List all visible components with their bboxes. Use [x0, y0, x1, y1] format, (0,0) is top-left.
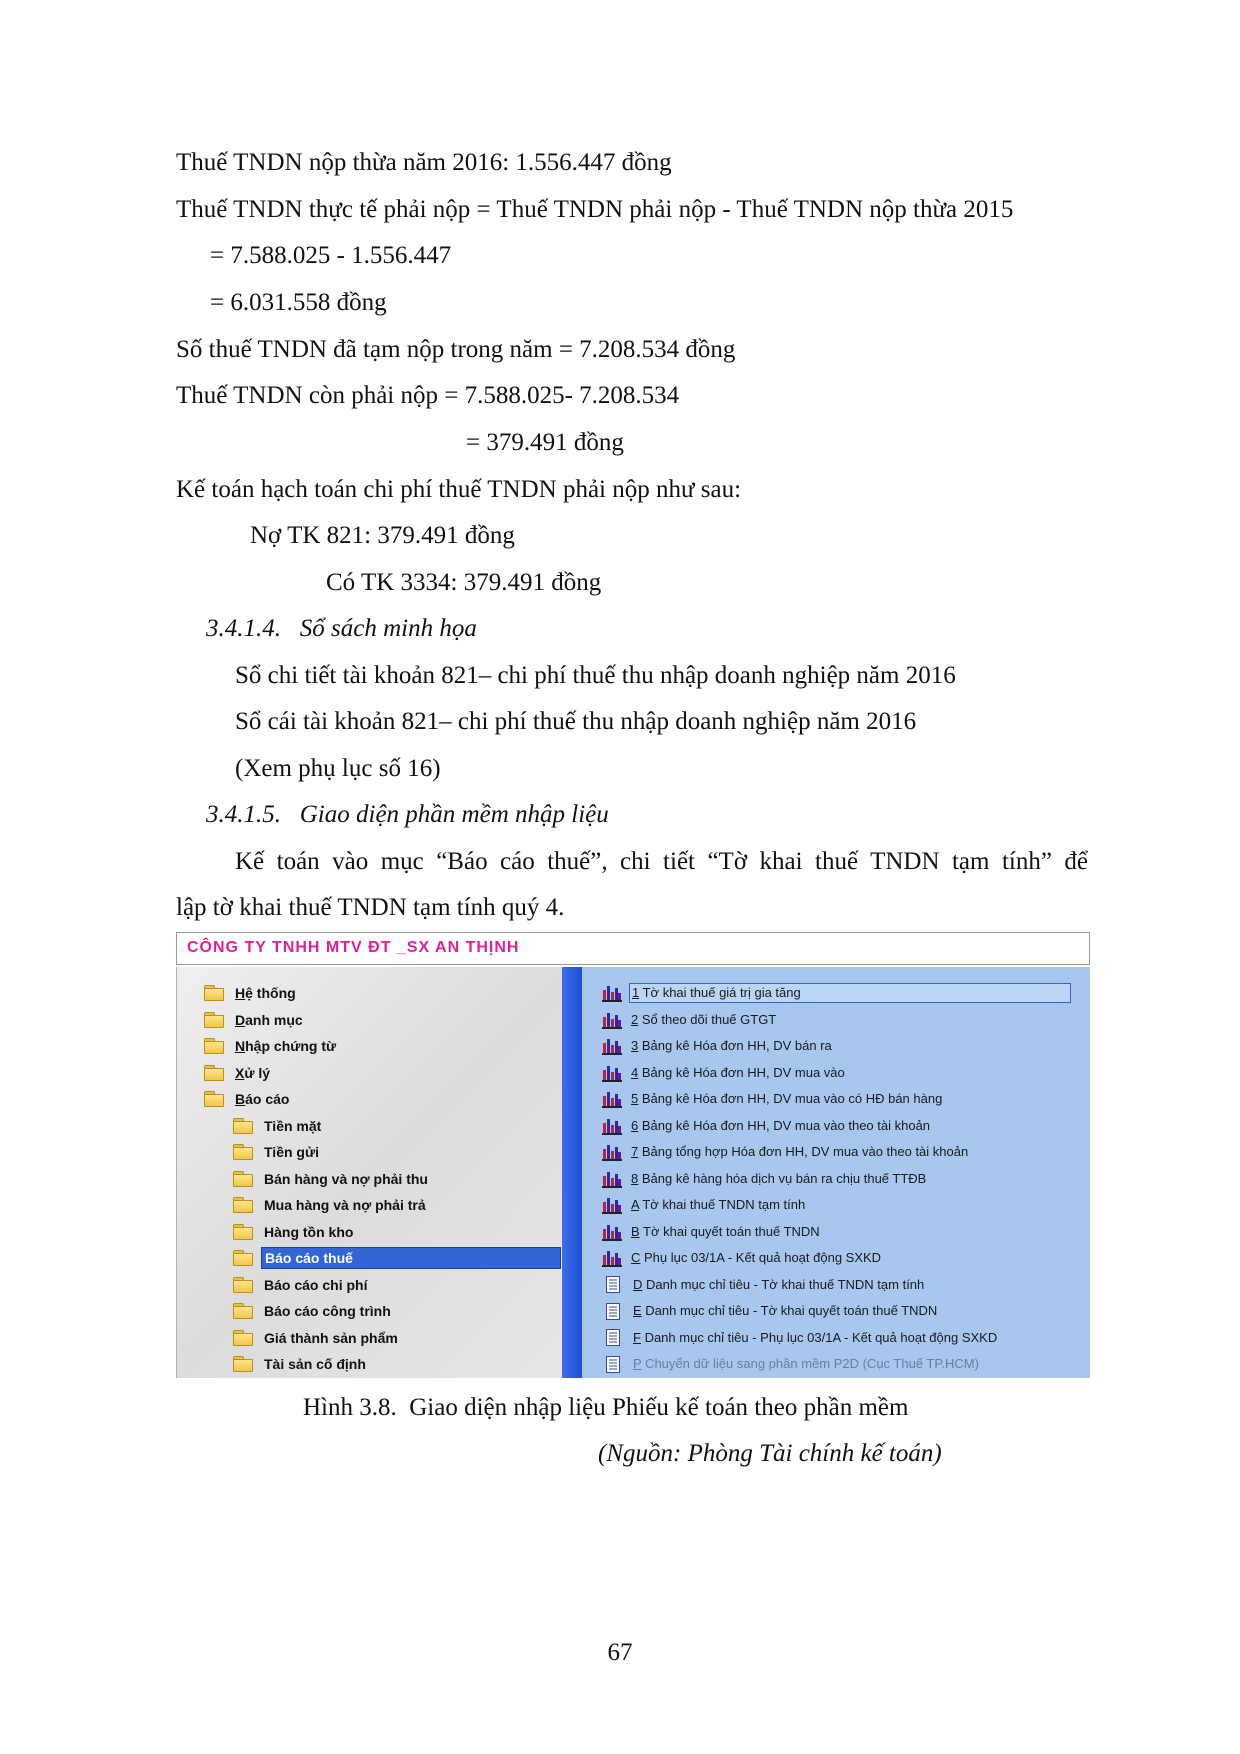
report-chart-icon: [602, 1170, 622, 1188]
menu-tree-label: [261, 1116, 324, 1136]
menu-tree-text: Mua hàng và nợ phải trả: [264, 1197, 426, 1213]
report-item[interactable]: [602, 1246, 883, 1270]
report-hotkey: B: [631, 1223, 640, 1239]
menu-tree-text: Tiền mặt: [264, 1117, 322, 1134]
menu-hotkey: N: [235, 1038, 246, 1054]
menu-tree-item[interactable]: [204, 1087, 292, 1111]
menu-tree-text: Giá thành sản phẩm: [264, 1329, 398, 1346]
report-chart-icon: [602, 1117, 622, 1135]
report-label: [629, 1196, 807, 1214]
report-label: [629, 983, 1071, 1003]
report-text: Bảng kê Hóa đơn HH, DV mua vào: [638, 1064, 845, 1080]
report-hotkey: 2: [631, 1011, 639, 1027]
menu-tree-item[interactable]: [233, 1326, 401, 1350]
company-title: CÔNG TY TNHH MTV ĐT _SX AN THỊNH: [187, 939, 520, 956]
report-hotkey: 5: [631, 1091, 639, 1106]
section-3415-para-line-2: lập tờ khai thuế TNDN tạm tính quý 4.: [176, 894, 565, 921]
report-item[interactable]: [602, 1140, 970, 1164]
menu-tree-text: Tiền gửi: [264, 1144, 319, 1160]
report-document-icon: [606, 1276, 620, 1293]
report-label: [629, 1037, 834, 1055]
report-label: [631, 1329, 999, 1347]
menu-tree-item[interactable]: [204, 1008, 306, 1032]
report-item[interactable]: [602, 1034, 834, 1058]
menu-hotkey: B: [235, 1091, 246, 1107]
report-chart-icon: [602, 1090, 622, 1108]
credit-entry: Có TK 3334: 379.491 đồng: [326, 569, 602, 596]
menu-tree-label: [232, 1010, 306, 1030]
figure-caption: Hình 3.8. Giao diện nhập liệu Phiếu kế toán theo phần mềm: [303, 1394, 909, 1421]
menu-tree-item[interactable]: [233, 1220, 356, 1244]
report-text: Phụ lục 03/1A - Kết quả hoạt động SXKD: [640, 1250, 882, 1265]
menu-hotkey: D: [235, 1011, 246, 1028]
report-text: Bảng kê Hóa đơn HH, DV mua vào có HĐ bán hàng: [638, 1091, 943, 1106]
folder-icon: [204, 1091, 224, 1107]
menu-tree-pane: [176, 967, 562, 1378]
report-item[interactable]: [602, 1061, 847, 1085]
report-item[interactable]: [602, 1220, 822, 1244]
report-chart-icon: [602, 1037, 622, 1055]
report-item[interactable]: [602, 981, 1071, 1005]
menu-tree-text: ử lý: [244, 1064, 271, 1081]
report-item[interactable]: [602, 1299, 939, 1323]
report-text: Bảng kê hàng hóa dịch vụ bán ra chịu thuế TTĐB: [638, 1170, 927, 1186]
app-title-bar: [176, 932, 1090, 965]
figure-source: (Nguồn: Phòng Tài chính kế toán): [598, 1440, 942, 1467]
folder-icon: [204, 1038, 224, 1054]
report-hotkey: A: [631, 1197, 639, 1212]
report-text: Danh mục chỉ tiêu - Phụ lục 03/1A - Kết quả hoạt động SXKD: [640, 1329, 998, 1345]
report-text: Chuyển dữ liệu sang phần mềm P2D (Cục Thuế TP.HCM): [641, 1356, 979, 1371]
folder-icon: [233, 1303, 253, 1319]
menu-tree-text: Bán hàng và nợ phải thu: [264, 1170, 428, 1187]
menu-tree-text: Tài sản cố định: [264, 1356, 366, 1372]
text-line-2: Thuế TNDN thực tế phải nộp = Thuế TNDN phải nộp - Thuế TNDN nộp thừa 2015: [176, 196, 1014, 223]
section-3414-line-2: Sổ cái tài khoản 821– chi phí thuế thu nhập doanh nghiệp năm 2016: [235, 708, 917, 735]
page-number: 67: [607, 1639, 633, 1666]
menu-hotkey: X: [235, 1064, 245, 1081]
menu-tree-text: áo cáo: [245, 1091, 290, 1107]
report-chart-icon: [602, 1011, 622, 1029]
folder-icon: [233, 1250, 253, 1266]
report-item[interactable]: [602, 1326, 999, 1350]
report-hotkey: P: [633, 1356, 642, 1371]
folder-icon: [233, 1171, 253, 1187]
report-hotkey: 4: [631, 1064, 639, 1080]
menu-tree-label: [261, 1301, 394, 1321]
menu-tree-item[interactable]: [233, 1167, 431, 1191]
menu-tree-label: [261, 1354, 369, 1374]
menu-tree-item[interactable]: [233, 1299, 394, 1323]
section-3414-line-3: (Xem phụ lục số 16): [235, 755, 441, 782]
report-hotkey: C: [631, 1250, 641, 1265]
menu-tree-label: [261, 1328, 401, 1348]
menu-tree-text: Báo cáo công trình: [264, 1303, 391, 1319]
menu-tree-item[interactable]: [233, 1140, 322, 1164]
report-text: Sổ theo dõi thuế GTGT: [638, 1011, 777, 1027]
report-text: Tờ khai thuế giá trị gia tăng: [639, 985, 801, 1000]
menu-tree-text: Hàng tồn kho: [264, 1223, 354, 1240]
folder-icon: [233, 1277, 253, 1293]
folder-icon: [233, 1118, 253, 1134]
menu-tree-text: Báo cáo thuế: [265, 1250, 353, 1266]
report-item[interactable]: [602, 1087, 944, 1111]
menu-tree-item[interactable]: [233, 1193, 429, 1217]
report-label: [629, 1170, 928, 1188]
report-chart-icon: [602, 984, 622, 1002]
menu-tree-item[interactable]: [204, 981, 299, 1005]
menu-tree-label: [261, 1247, 561, 1269]
report-item[interactable]: [602, 1167, 928, 1191]
report-text: Danh mục chỉ tiêu - Tờ khai quyết toán thuế TNDN: [641, 1303, 938, 1318]
folder-icon: [204, 1012, 224, 1028]
section-heading-3415: 3.4.1.5. Giao diện phần mềm nhập liệu: [206, 801, 609, 828]
menu-hotkey: H: [235, 985, 246, 1001]
menu-tree-item[interactable]: [204, 1034, 339, 1058]
text-line-8: Kế toán hạch toán chi phí thuế TNDN phải nộp như sau:: [176, 476, 742, 503]
menu-tree-label: [232, 1036, 339, 1056]
menu-tree-text: Báo cáo chi phí: [264, 1276, 368, 1293]
report-label: [629, 1117, 932, 1135]
menu-tree-label: [261, 1222, 356, 1242]
report-label: [629, 1249, 883, 1267]
menu-tree-item[interactable]: [233, 1352, 369, 1376]
report-chart-icon: [602, 1223, 622, 1241]
text-line-1: Thuế TNDN nộp thừa năm 2016: 1.556.447 đồng: [176, 149, 672, 176]
pane-divider[interactable]: [562, 967, 582, 1378]
report-hotkey: 3: [631, 1038, 639, 1053]
text-line-6: Thuế TNDN còn phải nộp = 7.588.025- 7.208.534: [176, 382, 680, 409]
report-label: [631, 1302, 939, 1320]
menu-tree-text: anh mục: [245, 1011, 303, 1028]
folder-icon: [233, 1197, 253, 1213]
text-line-5: Số thuế TNDN đã tạm nộp trong năm = 7.208.534 đồng: [176, 336, 736, 363]
report-item[interactable]: [602, 1273, 926, 1297]
menu-tree-label: [232, 983, 299, 1003]
report-hotkey: 7: [631, 1144, 639, 1159]
report-hotkey: 8: [631, 1170, 639, 1186]
menu-tree-label: [261, 1142, 322, 1162]
report-label: [631, 1355, 981, 1373]
menu-tree-item[interactable]: [204, 1061, 273, 1085]
report-text: Bảng kê Hóa đơn HH, DV bán ra: [638, 1038, 832, 1053]
debit-entry: Nợ TK 821: 379.491 đồng: [250, 522, 515, 549]
menu-tree-item[interactable]: [233, 1114, 324, 1138]
folder-icon: [233, 1356, 253, 1372]
report-hotkey: 1: [632, 985, 640, 1000]
report-label: [631, 1276, 926, 1294]
report-item[interactable]: [602, 1008, 778, 1032]
report-chart-icon: [602, 1249, 622, 1267]
report-item[interactable]: [602, 1193, 807, 1217]
menu-tree-label: [261, 1169, 431, 1189]
text-line-7: = 379.491 đồng: [466, 429, 624, 456]
report-text: Tờ khai thuế TNDN tạm tính: [638, 1197, 806, 1212]
report-hotkey: E: [633, 1303, 642, 1318]
report-label: [629, 1011, 778, 1029]
report-hotkey: D: [633, 1276, 643, 1292]
report-chart-icon: [602, 1143, 622, 1161]
report-list-pane: [582, 967, 1090, 1378]
folder-icon: [204, 1065, 224, 1081]
folder-icon: [233, 1224, 253, 1240]
section-heading-3414: 3.4.1.4. Sổ sách minh họa: [206, 615, 477, 642]
software-screenshot: [176, 932, 1090, 1378]
report-label: [629, 1064, 847, 1082]
report-document-icon: [606, 1303, 620, 1320]
report-item: [602, 1352, 981, 1376]
folder-icon: [233, 1144, 253, 1160]
text-line-3: = 7.588.025 - 1.556.447: [210, 242, 452, 269]
folder-icon: [204, 985, 224, 1001]
report-document-icon: [606, 1356, 620, 1373]
report-document-icon: [606, 1329, 620, 1346]
report-label: [629, 1223, 822, 1241]
menu-tree-item[interactable]: [233, 1273, 370, 1297]
folder-icon: [233, 1330, 253, 1346]
menu-tree-label: [232, 1089, 292, 1109]
menu-tree-text: hập chứng từ: [245, 1038, 337, 1054]
report-text: Bảng tổng hợp Hóa đơn HH, DV mua vào theo tài khoản: [638, 1144, 969, 1159]
report-label: [629, 1143, 970, 1161]
menu-tree-text: ệ thống: [245, 985, 296, 1001]
report-label: [629, 1090, 944, 1108]
report-item[interactable]: [602, 1114, 932, 1138]
menu-tree-label: [261, 1275, 370, 1295]
report-chart-icon: [602, 1196, 622, 1214]
section-3414-line-1: Sổ chi tiết tài khoản 821– chi phí thuế thu nhập doanh nghiệp năm 2016: [235, 662, 956, 689]
menu-tree-label: [232, 1063, 273, 1083]
section-3415-para-line-1: Kế toán vào mục “Báo cáo thuế”, chi tiết “Tờ khai thuế TNDN tạm tính” để: [235, 848, 1088, 875]
text-line-4: = 6.031.558 đồng: [210, 289, 387, 316]
report-text: Bảng kê Hóa đơn HH, DV mua vào theo tài khoản: [638, 1117, 931, 1133]
report-hotkey: F: [633, 1329, 641, 1345]
report-text: Tờ khai quyết toán thuế TNDN: [639, 1223, 820, 1239]
report-hotkey: 6: [631, 1117, 639, 1133]
report-text: Danh mục chỉ tiêu - Tờ khai thuế TNDN tạm tính: [642, 1276, 925, 1292]
menu-tree-item[interactable]: [233, 1246, 561, 1270]
report-chart-icon: [602, 1064, 622, 1082]
menu-tree-label: [261, 1195, 429, 1215]
